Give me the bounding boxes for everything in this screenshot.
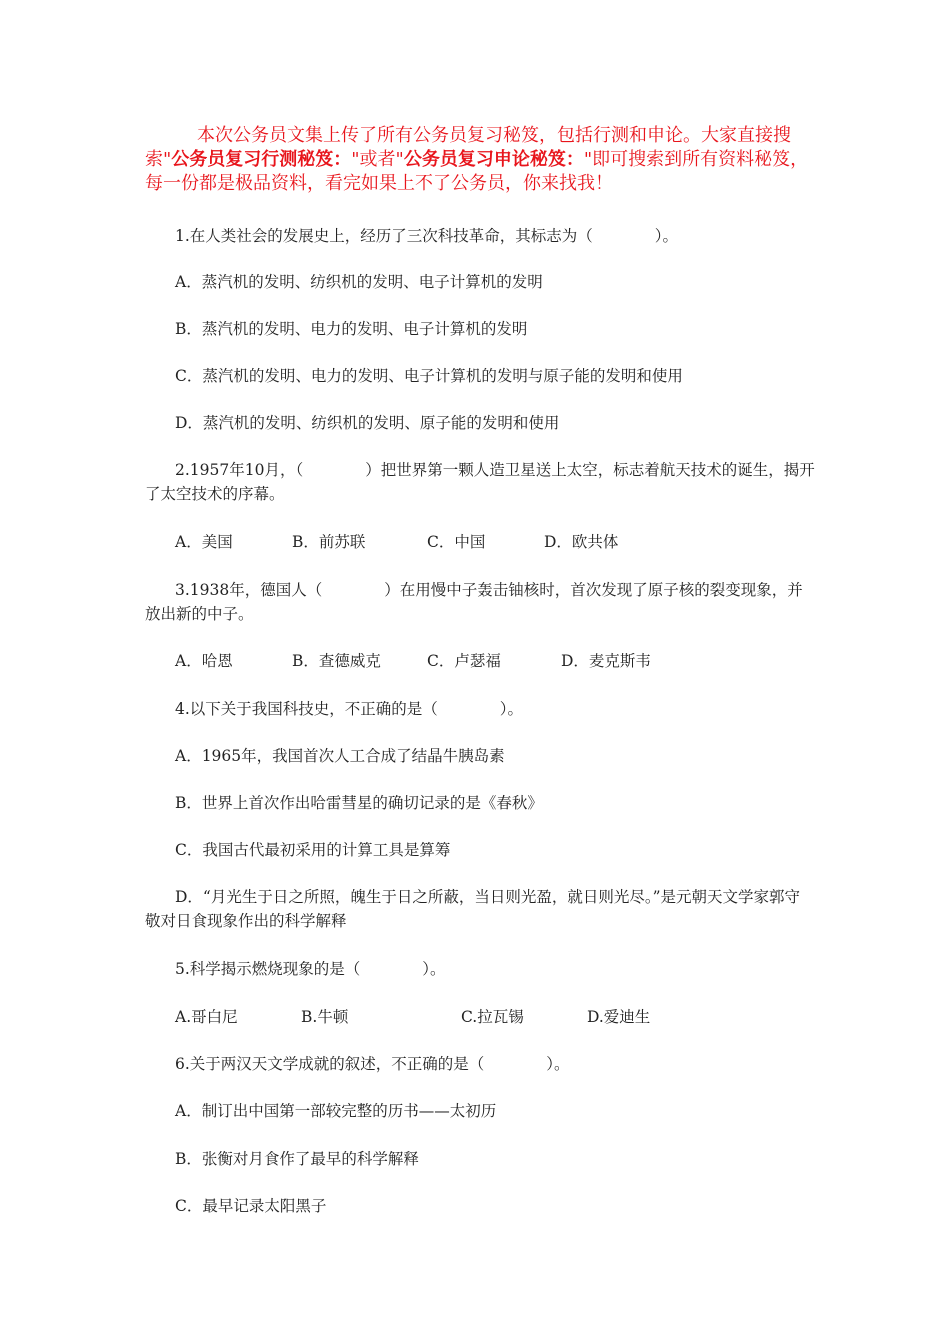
- question-3-stem-text: 3.1938年，德国人（ ）在用慢中子轰击铀核时，首次发现了原子核的裂变现象，并放出新的中子。: [145, 581, 803, 623]
- question-5-option-c: C.拉瓦锡: [461, 1008, 524, 1026]
- question-6-stem: 6.关于两汉天文学成就的叙述，不正确的是（ ）。: [175, 1055, 570, 1073]
- question-5-option-b: B.牛顿: [301, 1008, 349, 1026]
- question-4-option-d-text: D．“月光生于日之所照，魄生于日之所蔽，当日则光盈，就日则光尽。”是元朝天文学家郭守敬对日食现象作出的科学解释: [145, 888, 801, 930]
- question-3-option-d: D．麦克斯韦: [561, 652, 651, 670]
- question-2-option-d: D．欧共体: [544, 533, 619, 551]
- question-4-stem: 4.以下关于我国科技史，不正确的是（ ）。: [175, 700, 524, 718]
- question-4-option-b: B．世界上首次作出哈雷彗星的确切记录的是《春秋》: [175, 794, 543, 812]
- question-3-option-c: C．卢瑟福: [427, 652, 501, 670]
- question-5-option-a: A.哥白尼: [175, 1008, 238, 1026]
- question-6-option-b: B．张衡对月食作了最早的科学解释: [175, 1150, 419, 1168]
- question-1-stem: 1.在人类社会的发展史上，经历了三次科技革命，其标志为（ ）。: [175, 227, 679, 245]
- question-3-option-b: B．查德威克: [292, 652, 381, 670]
- question-2-option-a: A．美国: [175, 533, 233, 551]
- question-2-option-c: C．中国: [427, 533, 486, 551]
- question-4-option-d: [145, 885, 815, 933]
- intro-text-1: 本次公务员文集上传了所有公务员复习秘笈，包括行测和申论。大家直接搜索: [145, 125, 791, 170]
- question-6-option-c: C．最早记录太阳黑子: [175, 1197, 327, 1215]
- question-3-stem: [145, 578, 815, 626]
- question-5-option-d: D.爱迪生: [587, 1008, 651, 1026]
- question-1-option-d: D．蒸汽机的发明、纺织机的发明、原子能的发明和使用: [175, 414, 560, 432]
- question-1-option-b: B．蒸汽机的发明、电力的发明、电子计算机的发明: [175, 320, 528, 338]
- question-2-option-b: B．前苏联: [292, 533, 366, 551]
- intro-quote-1: ": [163, 149, 172, 170]
- question-5-stem: 5.科学揭示燃烧现象的是（ ）。: [175, 960, 446, 978]
- question-6-option-a: A．制订出中国第一部较完整的历书——太初历: [175, 1102, 497, 1120]
- question-1-option-a: A．蒸汽机的发明、纺织机的发明、电子计算机的发明: [175, 273, 543, 291]
- question-2-stem: [145, 458, 815, 506]
- question-2-stem-text: 2.1957年10月，（ ）把世界第一颗人造卫星送上太空，标志着航天技术的诞生，揭开了太空技术的序幕。: [145, 461, 815, 503]
- question-4-option-a: A．1965年，我国首次人工合成了结晶牛胰岛素: [175, 747, 505, 765]
- question-1-option-c: C．蒸汽机的发明、电力的发明、电子计算机的发明与原子能的发明和使用: [175, 367, 683, 385]
- intro-keyword-xingce: 公务员复习行测秘笈：: [171, 149, 352, 170]
- intro-quote-2: "或者": [351, 149, 404, 170]
- intro-notice: [145, 124, 815, 196]
- intro-text-2: "即可搜索到所有资料秘笈，每一份都是极品资料，看完如果上不了公务员，你来找我！: [145, 149, 809, 194]
- intro-keyword-shenlun: 公务员复习申论秘笈：: [403, 149, 584, 170]
- question-3-option-a: A．哈恩: [175, 652, 233, 670]
- question-4-option-c: C．我国古代最初采用的计算工具是算筹: [175, 841, 451, 859]
